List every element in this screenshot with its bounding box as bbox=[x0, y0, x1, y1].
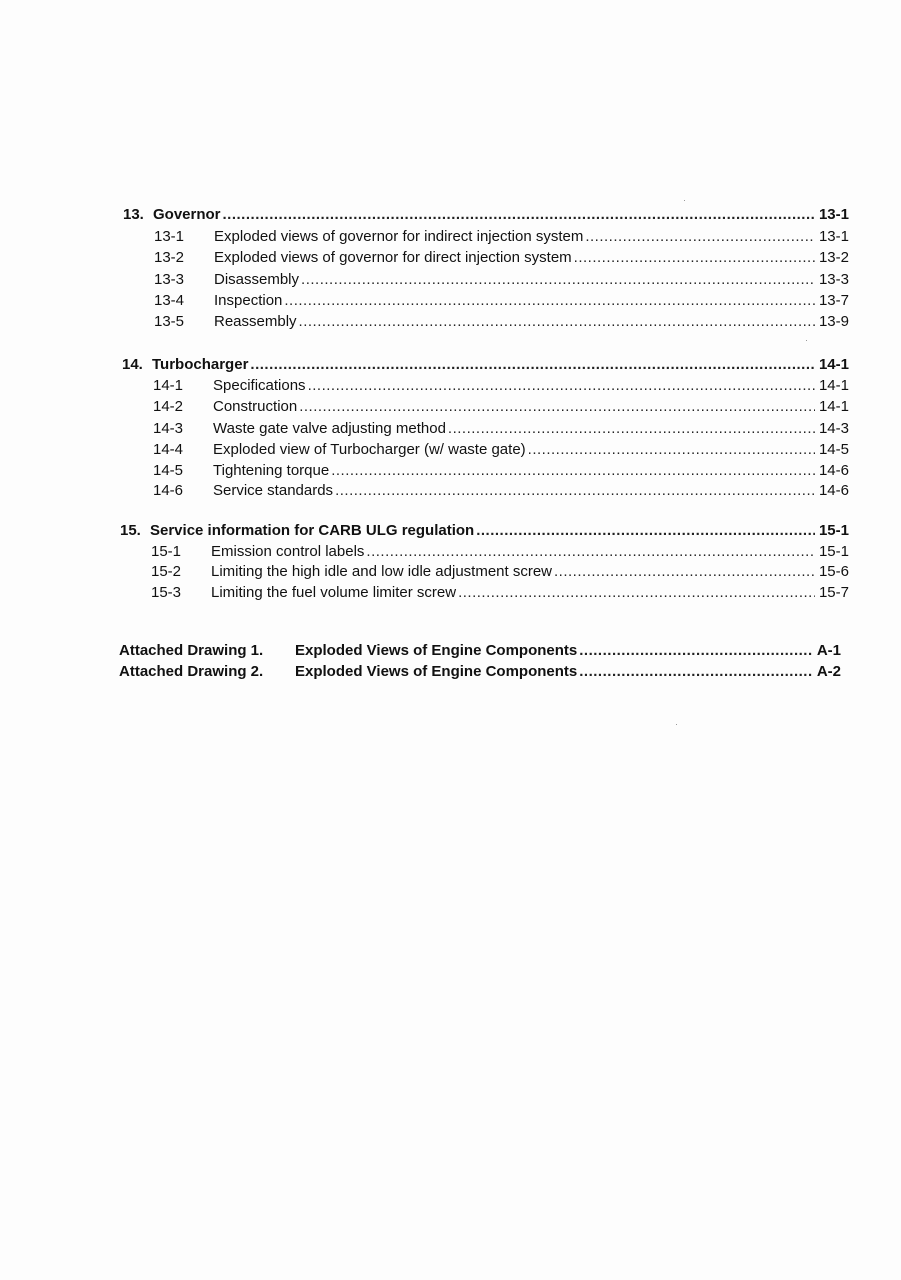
toc-item-14-6 bbox=[153, 480, 849, 501]
item-number: 14-4 bbox=[153, 441, 184, 458]
item-title: Exploded views of governor for direct injection system bbox=[214, 249, 572, 266]
dot-leader bbox=[299, 311, 815, 332]
toc-attached-drawing-1 bbox=[119, 640, 841, 661]
item-title: Disassembly bbox=[214, 271, 300, 288]
toc-section-15 bbox=[120, 520, 849, 541]
toc-item-15-3 bbox=[151, 582, 849, 603]
item-page: 15-7 bbox=[818, 584, 849, 601]
dot-leader bbox=[448, 418, 815, 439]
dot-leader bbox=[284, 290, 815, 311]
toc-item-14-2 bbox=[153, 396, 849, 417]
item-page: 14-1 bbox=[818, 398, 849, 415]
toc-item-13-5 bbox=[154, 311, 849, 332]
item-page: 13-9 bbox=[818, 313, 849, 330]
dot-leader bbox=[299, 396, 815, 417]
section-page: 15-1 bbox=[818, 522, 849, 539]
dot-leader bbox=[335, 480, 815, 501]
item-number: 13-2 bbox=[154, 249, 185, 266]
item-title: Reassembly bbox=[214, 313, 297, 330]
item-title: Inspection bbox=[214, 292, 283, 309]
attached-label: Attached Drawing 1. bbox=[119, 642, 264, 659]
item-page: 14-6 bbox=[818, 482, 849, 499]
item-page: 14-6 bbox=[818, 462, 849, 479]
item-number: 14-5 bbox=[153, 462, 184, 479]
item-title: Construction bbox=[213, 398, 298, 415]
item-title: Waste gate valve adjusting method bbox=[213, 420, 446, 437]
section-number: 15. bbox=[120, 522, 141, 539]
toc-attached-drawing-2 bbox=[119, 661, 841, 682]
item-title: Specifications bbox=[213, 377, 306, 394]
item-page: 15-1 bbox=[818, 543, 849, 560]
section-number: 14. bbox=[122, 356, 143, 373]
toc-section-14 bbox=[122, 354, 849, 375]
toc-section-13 bbox=[123, 204, 849, 225]
toc-item-15-2 bbox=[151, 561, 849, 582]
dot-leader bbox=[458, 582, 815, 603]
dot-leader bbox=[308, 375, 815, 396]
item-number: 13-4 bbox=[154, 292, 185, 309]
dot-leader bbox=[528, 439, 815, 460]
item-page: 14-1 bbox=[818, 377, 849, 394]
dot-leader bbox=[585, 226, 815, 247]
dot-leader bbox=[476, 520, 815, 541]
dot-leader bbox=[554, 561, 815, 582]
toc-item-13-2 bbox=[154, 247, 849, 268]
item-page: 14-3 bbox=[818, 420, 849, 437]
item-number: 14-1 bbox=[153, 377, 184, 394]
dot-leader bbox=[250, 354, 815, 375]
item-title: Tightening torque bbox=[213, 462, 330, 479]
dot-leader bbox=[366, 541, 815, 562]
attached-label: Attached Drawing 2. bbox=[119, 663, 264, 680]
dot-leader bbox=[331, 460, 815, 481]
attached-page: A-1 bbox=[816, 642, 841, 659]
item-page: 13-3 bbox=[818, 271, 849, 288]
dot-leader bbox=[579, 640, 813, 661]
toc-item-13-1 bbox=[154, 226, 849, 247]
section-page: 14-1 bbox=[818, 356, 849, 373]
item-title: Service standards bbox=[213, 482, 334, 499]
dot-leader bbox=[579, 661, 813, 682]
item-title: Exploded views of governor for indirect injection system bbox=[214, 228, 584, 245]
item-page: 13-2 bbox=[818, 249, 849, 266]
toc-item-14-3 bbox=[153, 418, 849, 439]
attached-page: A-2 bbox=[816, 663, 841, 680]
attached-title: Exploded Views of Engine Components bbox=[295, 642, 578, 659]
dot-leader bbox=[301, 269, 815, 290]
toc-item-15-1 bbox=[151, 541, 849, 562]
item-page: 13-7 bbox=[818, 292, 849, 309]
toc-item-13-3 bbox=[154, 269, 849, 290]
dot-leader bbox=[574, 247, 815, 268]
item-title: Limiting the high idle and low idle adjustment screw bbox=[211, 563, 553, 580]
item-title: Emission control labels bbox=[211, 543, 365, 560]
toc-item-13-4 bbox=[154, 290, 849, 311]
item-number: 15-1 bbox=[151, 543, 182, 560]
scan-speck bbox=[684, 200, 685, 201]
dot-leader bbox=[223, 204, 815, 225]
toc-item-14-1 bbox=[153, 375, 849, 396]
item-number: 15-3 bbox=[151, 584, 182, 601]
item-title: Limiting the fuel volume limiter screw bbox=[211, 584, 457, 601]
item-page: 14-5 bbox=[818, 441, 849, 458]
item-number: 14-2 bbox=[153, 398, 184, 415]
item-title: Exploded view of Turbocharger (w/ waste gate) bbox=[213, 441, 526, 458]
item-number: 15-2 bbox=[151, 563, 182, 580]
section-title: Service information for CARB ULG regulation bbox=[150, 522, 475, 539]
section-page: 13-1 bbox=[818, 206, 849, 223]
item-number: 14-3 bbox=[153, 420, 184, 437]
toc-item-14-5 bbox=[153, 460, 849, 481]
section-title: Governor bbox=[153, 206, 221, 223]
item-number: 13-3 bbox=[154, 271, 185, 288]
toc-item-14-4 bbox=[153, 439, 849, 460]
item-number: 13-1 bbox=[154, 228, 185, 245]
item-number: 13-5 bbox=[154, 313, 185, 330]
section-number: 13. bbox=[123, 206, 144, 223]
section-title: Turbocharger bbox=[152, 356, 249, 373]
item-page: 15-6 bbox=[818, 563, 849, 580]
scan-speck bbox=[806, 340, 807, 341]
item-page: 13-1 bbox=[818, 228, 849, 245]
attached-title: Exploded Views of Engine Components bbox=[295, 663, 578, 680]
scan-speck bbox=[676, 724, 677, 725]
item-number: 14-6 bbox=[153, 482, 184, 499]
